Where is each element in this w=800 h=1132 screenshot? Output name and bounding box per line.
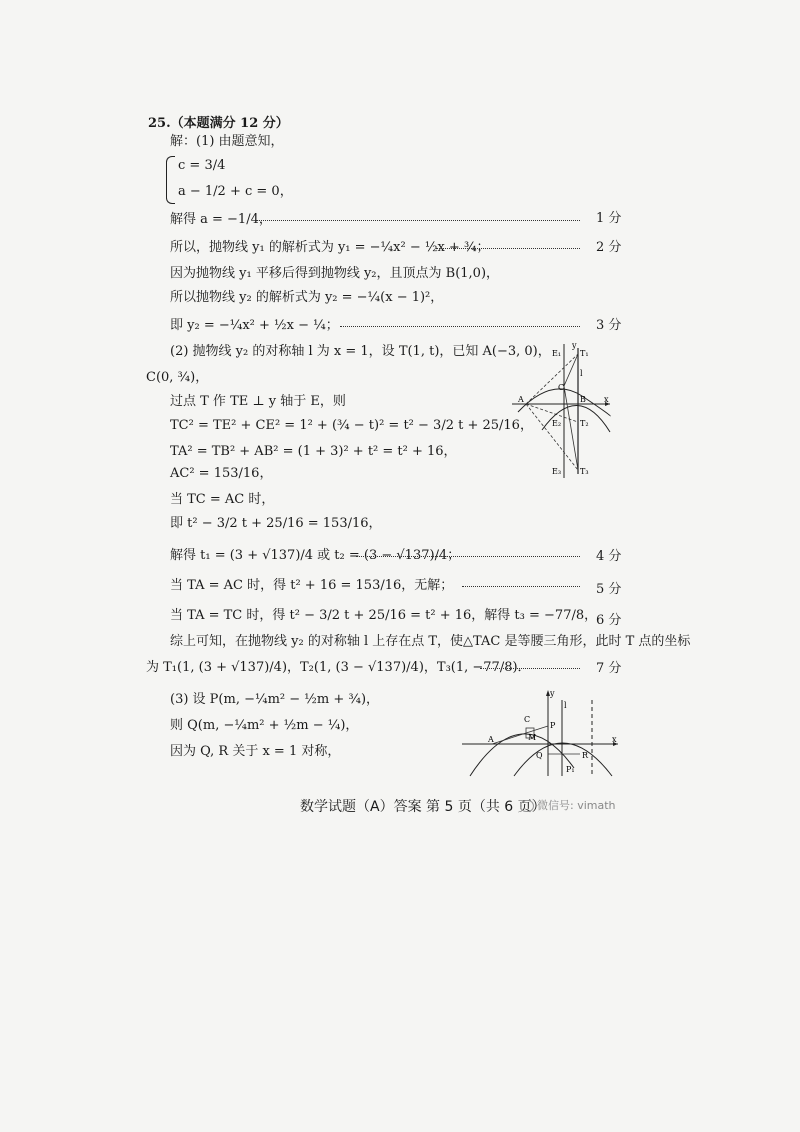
label-x: x xyxy=(612,735,617,744)
label-e1: E₁ xyxy=(552,349,562,358)
dotted-leader xyxy=(340,326,580,327)
dotted-leader xyxy=(480,668,580,669)
page-footer: 数学试题（A）答案 第 5 页（共 6 页） xyxy=(300,799,546,815)
ac-squared: AC² = 153/16， xyxy=(170,466,273,481)
case-1-equation: 即 t² − 3/2 t + 25/16 = 153/16， xyxy=(170,516,382,531)
label-b: B xyxy=(580,395,586,404)
score-3: 3 分 xyxy=(596,318,622,333)
part2-line-c: 过点 T 作 TE ⊥ y 轴于 E，则 xyxy=(170,394,346,409)
segment-ct1 xyxy=(564,354,578,386)
label-r: R xyxy=(582,751,589,760)
label-q: Q xyxy=(536,751,543,760)
case-2-line: 当 TA = AC 时，得 t² + 16 = 153/16，无解； xyxy=(170,578,454,593)
problem-header: 25.（本题满分 12 分） xyxy=(148,116,289,131)
system-eq-1: c = 3/4 xyxy=(178,158,226,173)
label-a: A xyxy=(518,395,524,404)
label-x: x xyxy=(604,395,609,404)
part3-line-b: 则 Q(m, −¼m² + ½m − ¼)， xyxy=(170,718,359,733)
label-e2: E₂ xyxy=(552,419,562,428)
score-1: 1 分 xyxy=(596,211,622,226)
segment-ac xyxy=(492,726,548,744)
case-3-line: 当 TA = TC 时，得 t² − 3/2 t + 25/16 = t² + 16，解得 t₃ = −77/8， xyxy=(170,608,598,623)
y1-expression: 所以，抛物线 y₁ 的解析式为 y₁ = −¼x² − ½x + ¾； xyxy=(170,240,490,255)
part3-line-c: 因为 Q, R 关于 x = 1 对称， xyxy=(170,744,341,759)
shift-line: 因为抛物线 y₁ 平移后得到抛物线 y₂，且顶点为 B(1,0)， xyxy=(170,266,500,281)
ta-squared: TA² = TB² + AB² = (1 + 3)² + t² = t² + 16， xyxy=(170,444,457,459)
conclusion-line-2: 为 T₁(1, (3 + √137)/4)，T₂(1, (3 − √137)/4)，T₃(1, −77/8)． xyxy=(146,660,531,675)
parabola-y1 xyxy=(470,734,574,776)
figure-part3-graph xyxy=(462,688,620,778)
label-p1: P₁ xyxy=(566,765,575,774)
label-y: y xyxy=(550,689,555,698)
dotted-leader xyxy=(256,220,580,221)
score-4: 4 分 xyxy=(596,549,622,564)
label-t3: T₃ xyxy=(580,467,589,476)
label-y: y xyxy=(572,341,577,350)
case-1-solution: 解得 t₁ = (3 + √137)/4 或 t₂ = (3 − √137)/4； xyxy=(170,548,461,563)
y2-form-line: 所以抛物线 y₂ 的解析式为 y₂ = −¼(x − 1)²， xyxy=(170,290,444,305)
label-l: l xyxy=(564,701,567,710)
part3-line-a: (3) 设 P(m, −¼m² − ½m + ¾)， xyxy=(170,692,380,707)
label-t2: T₂ xyxy=(580,419,589,428)
parabola-y2 xyxy=(514,743,612,776)
label-a: A xyxy=(488,735,494,744)
y2-expand-line: 即 y₂ = −¼x² + ½x − ¼； xyxy=(170,318,339,333)
label-l: l xyxy=(580,369,583,378)
score-5: 5 分 xyxy=(596,582,622,597)
part2-line-b: C(0, ¾)， xyxy=(146,370,209,385)
conclusion-line-1: 综上可知，在抛物线 y₂ 的对称轴 l 上存在点 T，使△TAC 是等腰三角形，此时 T 点的坐标 xyxy=(170,634,691,649)
score-2: 2 分 xyxy=(596,240,622,255)
watermark xyxy=(520,797,616,813)
case-1-label: 当 TC = AC 时， xyxy=(170,492,275,507)
dotted-leader xyxy=(462,586,580,587)
part2-line-a: (2) 抛物线 y₂ 的对称轴 l 为 x = 1，设 T(1, t)，已知 A(−3, 0)， xyxy=(170,344,551,359)
label-t1: T₁ xyxy=(580,349,589,358)
score-6: 6 分 xyxy=(596,613,622,628)
tc-squared: TC² = TE² + CE² = 1² + (¾ − t)² = t² − 3/2 t + 25/16， xyxy=(170,418,533,433)
wechat-icon xyxy=(520,800,534,812)
dotted-leader xyxy=(436,248,580,249)
system-brace xyxy=(166,156,175,204)
solve-a-line: 解得 a = −1/4， xyxy=(170,212,272,227)
label-m: M xyxy=(528,733,537,742)
segment-ct3 xyxy=(564,386,578,470)
segment-at1 xyxy=(526,354,578,404)
score-7: 7 分 xyxy=(596,661,622,676)
watermark-text: 微信号: vimath xyxy=(537,799,616,812)
dotted-leader xyxy=(356,556,580,557)
segment-at3 xyxy=(526,404,578,470)
system-eq-2: a − 1/2 + c = 0， xyxy=(178,184,293,199)
label-p: P xyxy=(550,721,556,730)
label-e3: E₃ xyxy=(552,467,562,476)
figure-isosceles-triangle xyxy=(512,340,612,480)
intro-line: 解：(1) 由题意知， xyxy=(170,134,284,149)
label-c: C xyxy=(524,715,531,724)
label-c: C xyxy=(558,383,565,392)
